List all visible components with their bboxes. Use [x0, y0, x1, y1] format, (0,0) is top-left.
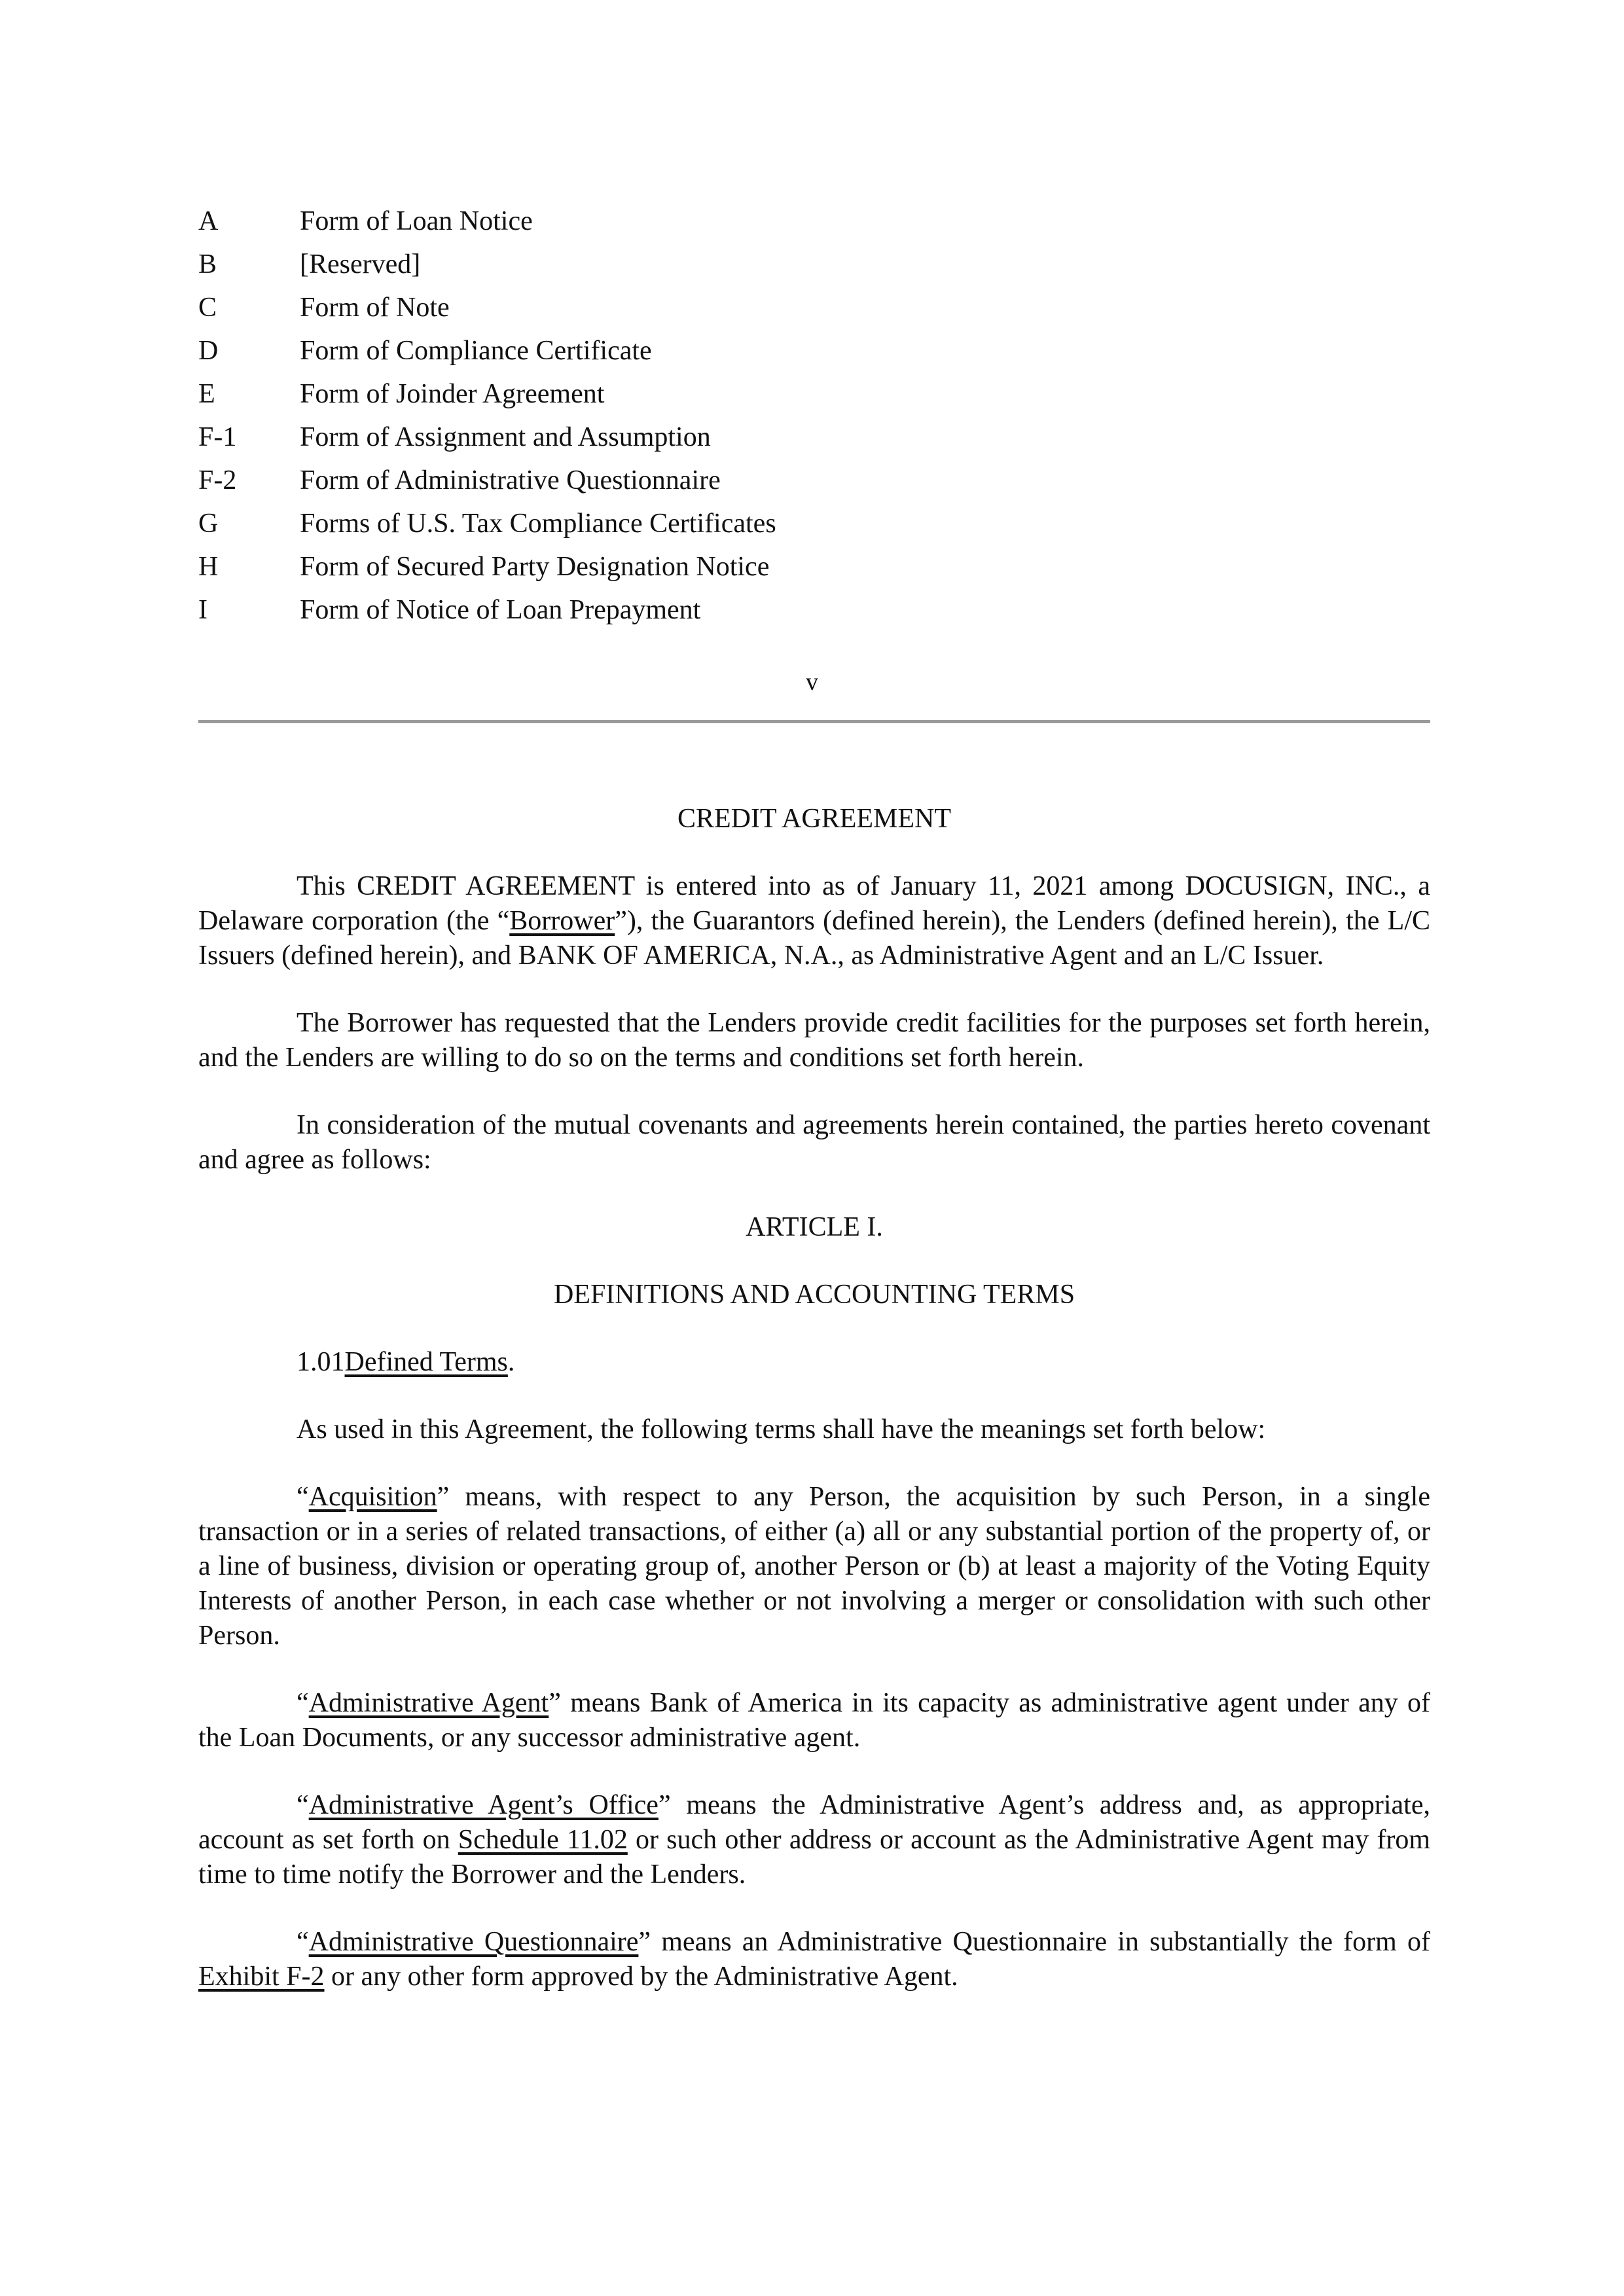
definition-administrative-agent: [198, 1686, 1430, 1755]
exhibit-row: [198, 372, 1180, 416]
agreement-body: [198, 802, 1430, 1994]
exhibit-letter: E: [198, 379, 215, 409]
definition-administrative-agents-office: [198, 1788, 1430, 1892]
exhibit-title: Form of Note: [300, 293, 450, 323]
exhibit-title: Form of Loan Notice: [300, 206, 533, 236]
section-title: Defined Terms: [344, 1347, 508, 1377]
exhibit-row: [198, 588, 1180, 632]
exhibit-title: Forms of U.S. Tax Compliance Certificates: [300, 509, 776, 539]
quote-mark: “: [297, 1688, 309, 1718]
defined-term: Administrative Agent’s Office: [308, 1790, 659, 1820]
recital-paragraph: The Borrower has requested that the Lenders provide credit facilities for the purposes set forth herein, and the Lenders are willing to do so on the terms and conditions set forth herein.: [198, 1008, 1430, 1073]
exhibit-letter: I: [198, 595, 208, 625]
page-number: v: [806, 668, 818, 696]
definition-administrative-questionnaire: [198, 1925, 1430, 1994]
definition-text: or such other address or account as the Administrative Agent may from time to time notify the Borrower and the Lenders.: [198, 1825, 1430, 1890]
exhibit-letter: D: [198, 336, 219, 366]
exhibit-title: [Reserved]: [300, 249, 421, 279]
definition-text: ” means Bank of America in its capacity as administrative agent under any of the Loan Documents, or any successor administrative agent.: [198, 1688, 1431, 1753]
exhibit-title: Form of Notice of Loan Prepayment: [300, 595, 701, 625]
exhibit-title: Form of Joinder Agreement: [300, 379, 605, 409]
definition-text: ” means the Administrative Agent’s address and, as appropriate, account as set forth on: [198, 1790, 1430, 1855]
document-title: CREDIT AGREEMENT: [677, 804, 952, 834]
definition-text: ” means an Administrative Questionnaire in substantially the form of: [638, 1927, 1430, 1957]
definition-acquisition: [198, 1480, 1430, 1653]
section-heading: [198, 1345, 1430, 1380]
intro-paragraph: [198, 869, 1430, 973]
exhibit-title: Form of Assignment and Assumption: [300, 422, 711, 452]
exhibit-letter: H: [198, 552, 219, 582]
defined-term: Acquisition: [308, 1482, 437, 1512]
exhibit-letter: G: [198, 509, 219, 539]
definitions-lead: As used in this Agreement, the following terms shall have the meanings set forth below:: [297, 1414, 1266, 1444]
exhibit-row: [198, 459, 1180, 502]
quote-mark: “: [297, 1927, 309, 1957]
exhibit-letter: C: [198, 293, 217, 323]
section-period: .: [507, 1347, 515, 1377]
exhibit-letter: F-2: [198, 465, 237, 495]
consideration-paragraph: In consideration of the mutual covenants and agreements herein contained, the parties hereto covenant and agree as follows:: [198, 1110, 1430, 1175]
exhibit-title: Form of Compliance Certificate: [300, 336, 652, 366]
definition-text: or any other form approved by the Administrative Agent.: [324, 1962, 958, 1992]
quote-mark: “: [297, 1482, 309, 1512]
exhibit-title: Form of Secured Party Designation Notice: [300, 552, 770, 582]
exhibit-title: Form of Administrative Questionnaire: [300, 465, 721, 495]
article-title: DEFINITIONS AND ACCOUNTING TERMS: [553, 1280, 1075, 1310]
definition-text: ” means, with respect to any Person, the acquisition by such Person, in a single transaction or in a series of related transactions, of either (a) all or any substantial portion of the property of, or a line of business, division or operating group of, another Person or (b) at least a majority of the Voting Equity Interests of another Person, in each case whether or not involving a merger or consolidation with such other Person.: [198, 1482, 1430, 1651]
exhibit-letter: B: [198, 249, 217, 279]
exhibit-row: [198, 243, 1180, 286]
exhibit-row: [198, 286, 1180, 329]
exhibit-row: [198, 416, 1180, 459]
article-number: ARTICLE I.: [746, 1212, 883, 1242]
defined-term-borrower: Borrower: [509, 906, 615, 936]
exhibit-reference: Exhibit F-2: [198, 1962, 325, 1992]
exhibit-row: [198, 200, 1180, 243]
exhibit-list: [198, 200, 1180, 632]
intro-text: ”), the Guarantors (defined herein), the Lenders (defined herein), the L/C Issuers (defined herein), and BANK OF AMERICA, N.A., as Administrative Agent and an L/C Issuer.: [198, 906, 1430, 971]
defined-term: Administrative Agent: [308, 1688, 549, 1718]
exhibit-row: [198, 545, 1180, 588]
schedule-reference: Schedule 11.02: [458, 1825, 628, 1855]
exhibit-row: [198, 329, 1180, 372]
quote-mark: “: [297, 1790, 309, 1820]
exhibit-letter: A: [198, 206, 219, 236]
defined-term: Administrative Questionnaire: [308, 1927, 639, 1957]
intro-text: This CREDIT AGREEMENT is entered into as of January 11, 2021 among DOCUSIGN, INC., a Delaware corporation (the “: [198, 871, 1430, 936]
exhibit-letter: F-1: [198, 422, 237, 452]
exhibit-row: [198, 502, 1180, 545]
section-number: 1.01: [297, 1347, 345, 1377]
page-divider: [198, 720, 1430, 723]
